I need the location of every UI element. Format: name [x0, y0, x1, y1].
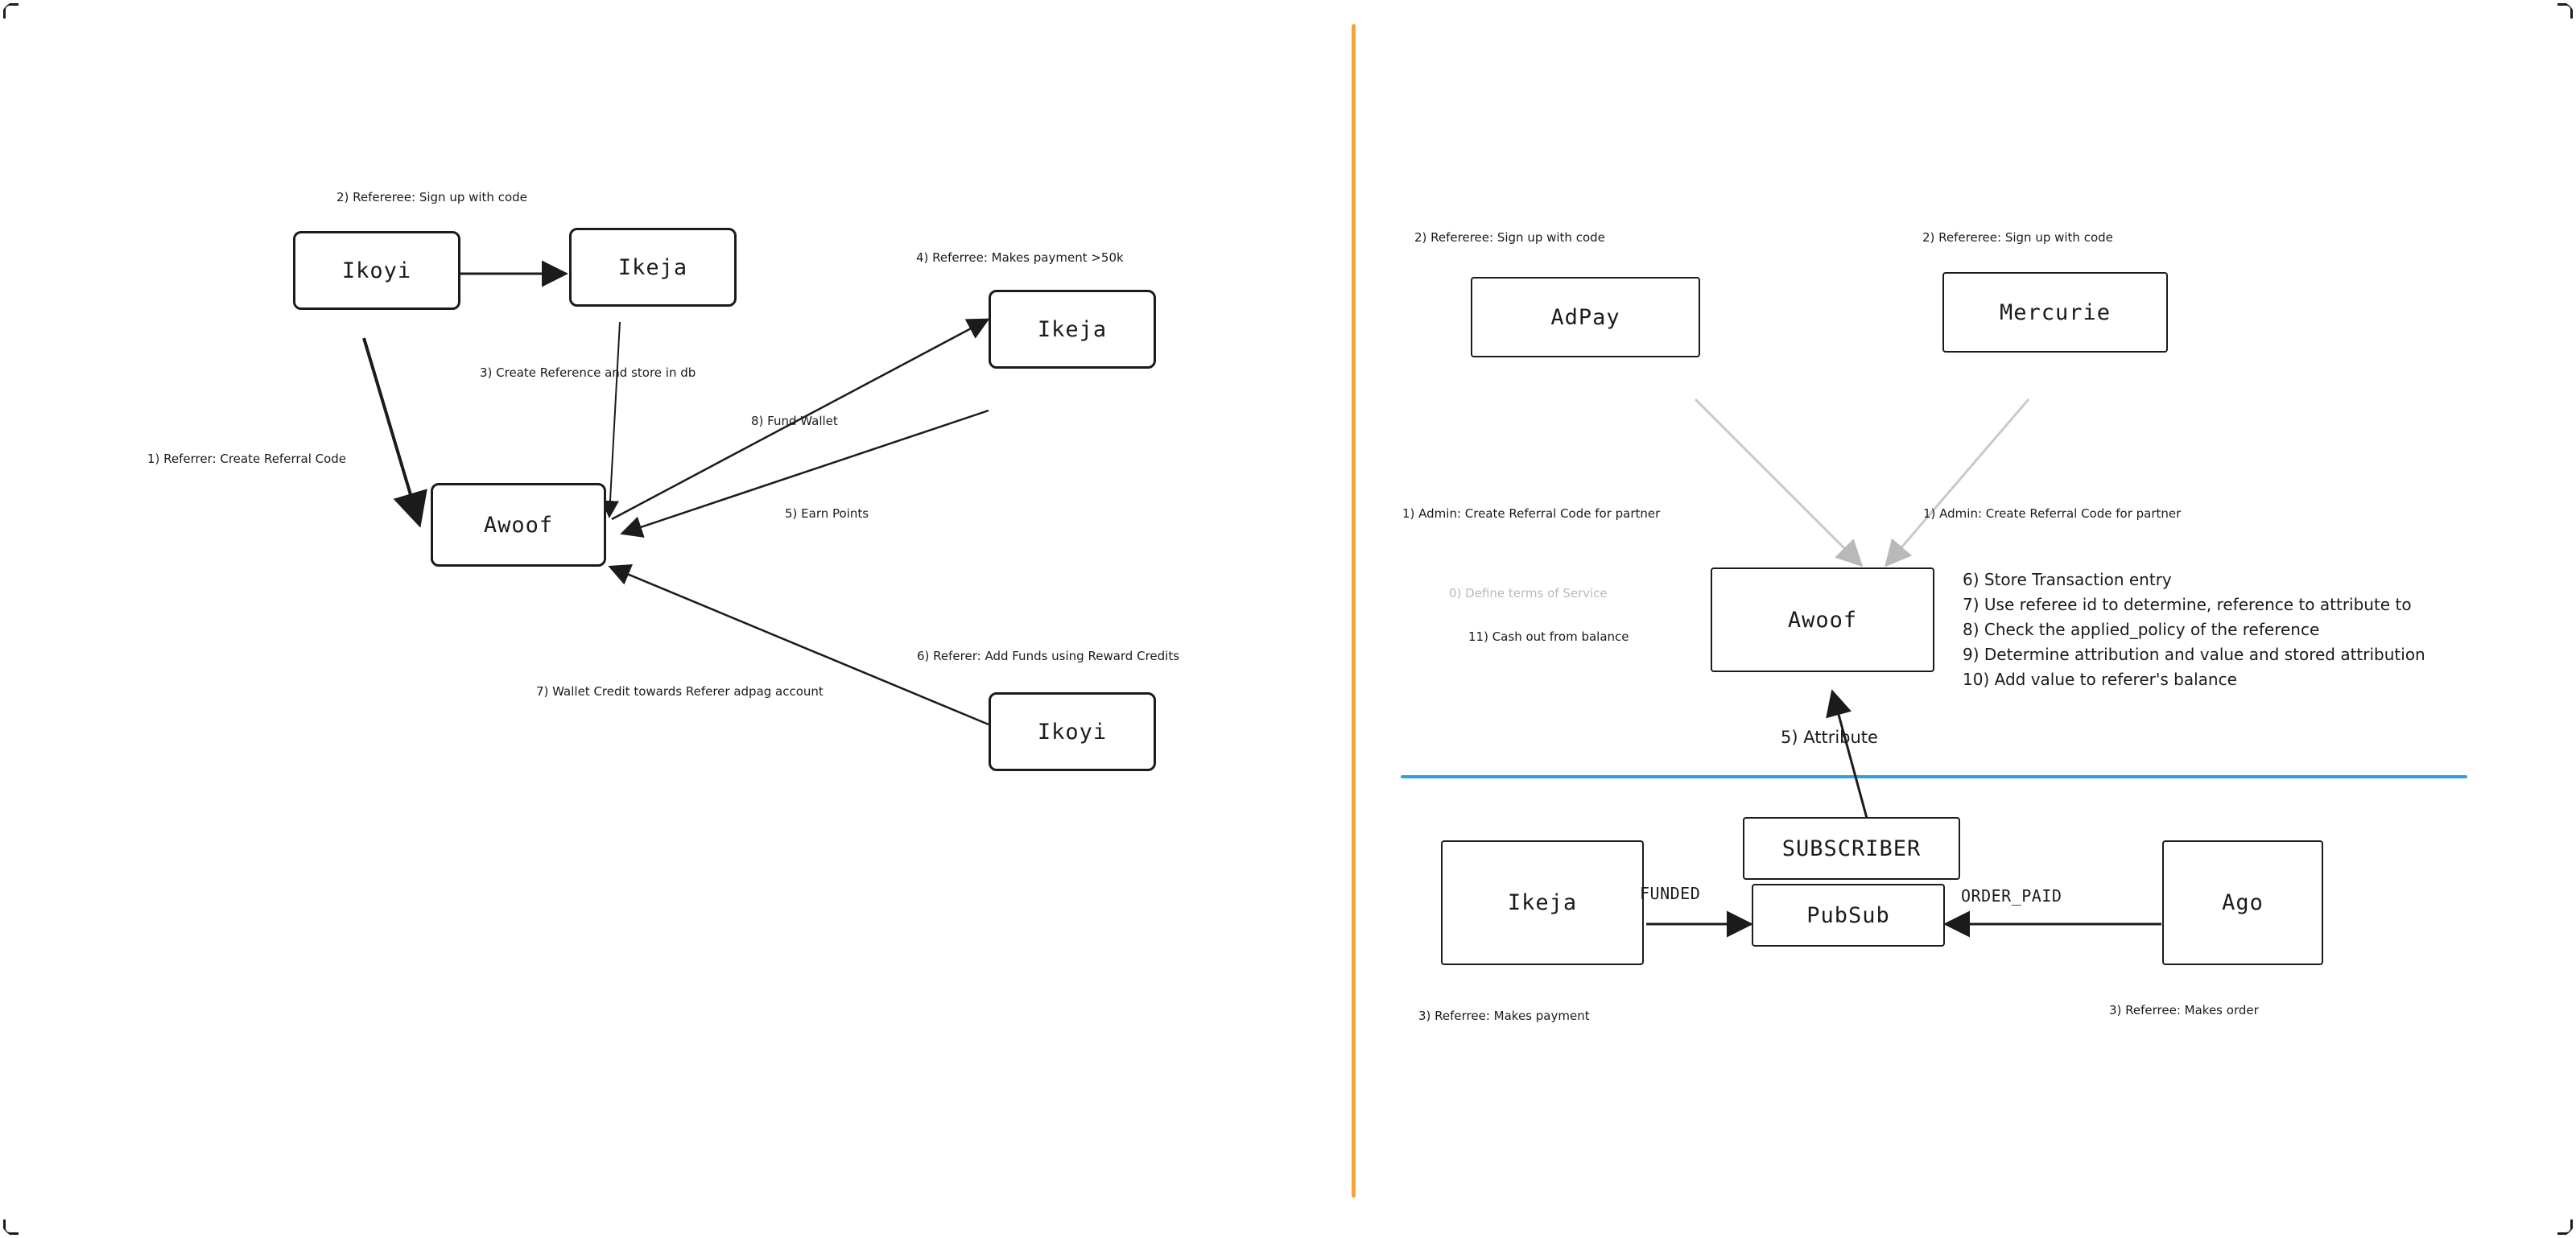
node-label: Ikoyi — [1037, 719, 1108, 745]
right-node-adpay[interactable] — [1471, 277, 1700, 357]
node-label: Ikeja — [1037, 316, 1108, 342]
right-step-8: 8) Check the applied_policy of the reference — [1963, 620, 2320, 639]
node-label: Awoof — [483, 512, 554, 538]
left-label-step-3: 3) Create Reference and store in db — [480, 365, 696, 380]
right-step-7: 7) Use referee id to determine, reference to attribute to — [1963, 595, 2412, 614]
right-label-cash-out: 11) Cash out from balance — [1468, 629, 1629, 644]
right-label-order-paid: ORDER_PAID — [1961, 886, 2062, 906]
vertical-divider — [1352, 24, 1356, 1198]
right-node-pubsub[interactable] — [1752, 884, 1945, 947]
left-node-ikeja-top[interactable] — [569, 228, 737, 307]
right-label-makes-order: 3) Referree: Makes order — [2109, 1003, 2259, 1017]
horizontal-divider — [1401, 775, 2467, 778]
frame-corner-bottom-right — [2557, 1219, 2573, 1235]
frame-corner-bottom-left — [3, 1219, 19, 1235]
node-label: Ikeja — [1507, 890, 1578, 915]
left-node-ikoyi-top[interactable] — [293, 231, 460, 310]
right-node-mercurie[interactable] — [1942, 272, 2168, 353]
right-node-subscriber[interactable] — [1743, 817, 1960, 880]
left-node-ikoyi-bottom[interactable] — [989, 692, 1156, 771]
right-label-signup-mercurie: 2) Refereree: Sign up with code — [1922, 230, 2113, 245]
right-label-admin-code-left: 1) Admin: Create Referral Code for partner — [1402, 506, 1661, 521]
node-label: Ikoyi — [341, 258, 412, 283]
frame-corner-top-right — [2557, 3, 2573, 19]
right-step-9: 9) Determine attribution and value and stored attribution — [1963, 645, 2425, 664]
right-node-ikeja[interactable] — [1441, 840, 1644, 965]
left-label-step-8: 8) Fund Wallet — [751, 414, 838, 428]
right-step-10: 10) Add value to referer's balance — [1963, 670, 2237, 689]
left-label-step-2: 2) Refereree: Sign up with code — [336, 190, 527, 204]
left-label-step-1: 1) Referrer: Create Referral Code — [147, 452, 347, 466]
right-steps-list — [1963, 567, 2425, 692]
right-step-6: 6) Store Transaction entry — [1963, 570, 2172, 589]
node-label: SUBSCRIBER — [1781, 836, 1922, 861]
node-label: PubSub — [1806, 902, 1890, 928]
left-label-step-4: 4) Referree: Makes payment >50k — [916, 250, 1124, 265]
left-label-step-7: 7) Wallet Credit towards Referer adpag account — [536, 684, 824, 699]
left-node-awoof[interactable] — [431, 483, 606, 567]
right-node-awoof[interactable] — [1711, 567, 1934, 672]
node-label: Mercurie — [1999, 299, 2112, 325]
frame-corner-top-left — [3, 3, 19, 19]
right-label-admin-code-right: 1) Admin: Create Referral Code for partner — [1923, 506, 2182, 521]
right-label-attribute: 5) Attribute — [1781, 728, 1878, 747]
node-label: Awoof — [1787, 607, 1858, 633]
right-node-ago[interactable] — [2162, 840, 2323, 965]
node-label: Ago — [2222, 890, 2264, 915]
node-label: Ikeja — [617, 254, 688, 280]
node-label: AdPay — [1550, 304, 1620, 330]
right-label-signup-adpay: 2) Refereree: Sign up with code — [1414, 230, 1605, 245]
right-label-makes-payment: 3) Referree: Makes payment — [1418, 1009, 1590, 1023]
left-label-step-6: 6) Referer: Add Funds using Reward Credits — [917, 649, 1180, 663]
left-label-step-5: 5) Earn Points — [785, 506, 869, 521]
left-node-ikeja-right[interactable] — [989, 290, 1156, 369]
right-label-define-terms: 0) Define terms of Service — [1449, 586, 1608, 600]
right-label-funded: FUNDED — [1640, 884, 1701, 903]
